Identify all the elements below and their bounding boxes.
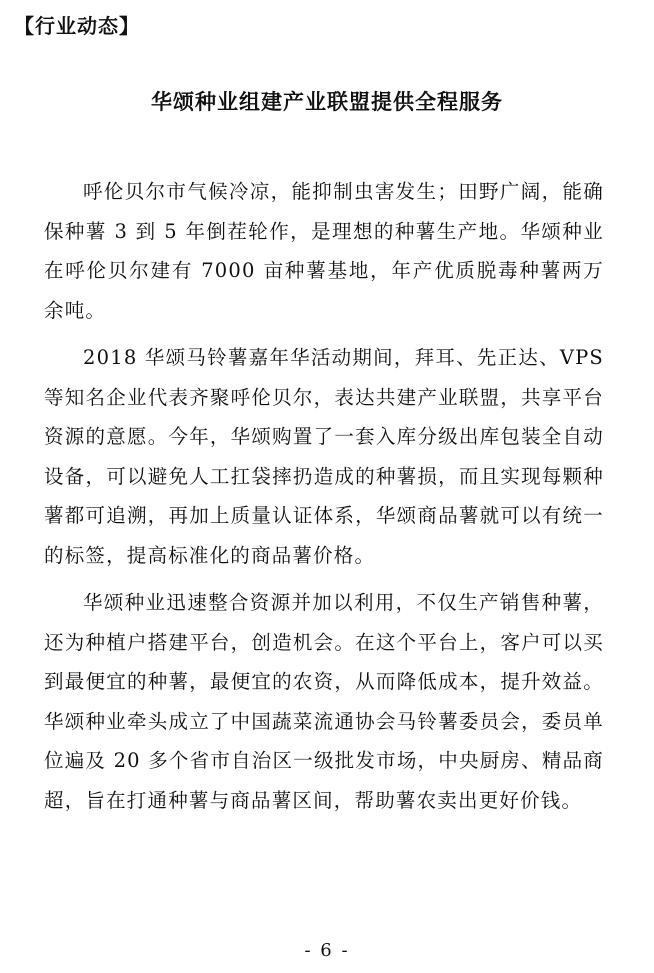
page-number: - 6 - bbox=[304, 940, 350, 961]
article-paragraph-2 bbox=[44, 338, 604, 575]
section-tag: 【行业动态】 bbox=[14, 14, 140, 38]
paragraph-text: 呼伦贝尔市气候冷凉，能抑制虫害发生；田野广阔，能确保种薯 3 到 5 年倒茬轮作，是理想的种薯生产地。华颂种业在呼伦贝尔建有 7000 亩种薯基地，年产优质脱毒种薯两万余吨。 bbox=[44, 180, 604, 322]
paragraph-text: 2018 华颂马铃薯嘉年华活动期间，拜耳、先正达、VPS 等知名企业代表齐聚呼伦贝尔，表达共建产业联盟，共享平台资源的意愿。今年，华颂购置了一套入库分级出库包装全自动设备，可以避免人工扛袋摔扔造成的种薯损，而且实现每颗种薯都可追溯，再加上质量认证体系，华颂商品薯就可以有统一的标签，提高标准化的商品薯价格。 bbox=[44, 346, 604, 567]
article-paragraph-1 bbox=[44, 172, 604, 330]
article-paragraph-3 bbox=[44, 583, 604, 820]
article-title: 华颂种业组建产业联盟提供全程服务 bbox=[151, 90, 503, 114]
paragraph-text: 华颂种业迅速整合资源并加以利用，不仅生产销售种薯，还为种植户搭建平台，创造机会。在这个平台上，客户可以买到最便宜的种薯，最便宜的农资，从而降低成本，提升效益。华颂种业牵头成立了中国蔬菜流通协会马铃薯委员会，委员单位遍及 20 多个省市自治区一级批发市场，中央厨房、精品商超，旨在打通种薯与商品薯区间，帮助薯农卖出更好价钱。 bbox=[44, 591, 604, 812]
